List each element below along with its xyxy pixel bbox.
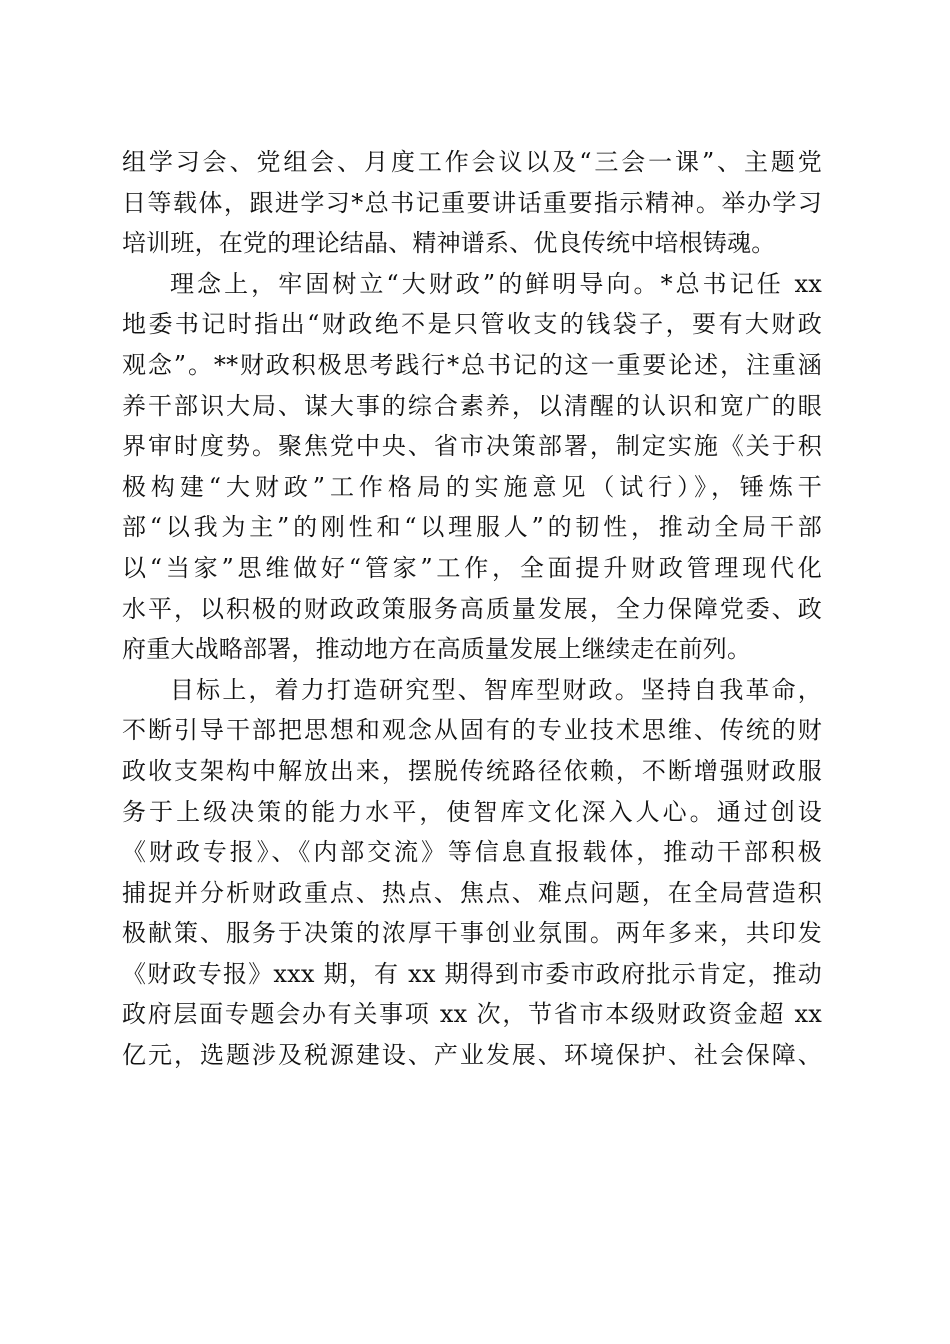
paragraph-2-line-5: 界审时度势。聚焦党中央、省市决策部署，制定实施《关于积	[122, 432, 822, 461]
paragraph-3-line-7: 极献策、服务于决策的浓厚干事创业氛围。两年多来，共印发	[122, 919, 822, 948]
paragraph-2-line-10: 府重大战略部署，推动地方在高质量发展上继续走在前列。	[122, 635, 752, 664]
paragraph-3-line-1: 目标上，着力打造研究型、智库型财政。坚持自我革命，	[170, 675, 822, 704]
paragraph-2-line-2: 地委书记时指出“财政绝不是只管收支的钱袋子，要有大财政	[122, 310, 822, 339]
paragraph-2-line-4: 养干部识大局、谋大事的综合素养，以清醒的认识和宽广的眼	[122, 391, 822, 420]
paragraph-1-line-1: 组学习会、党组会、月度工作会议以及“三会一课”、主题党	[122, 148, 822, 176]
paragraph-3-line-10: 亿元，选题涉及税源建设、产业发展、环境保护、社会保障、	[122, 1041, 822, 1070]
paragraph-3-line-4: 务于上级决策的能力水平，使智库文化深入人心。通过创设	[122, 797, 822, 826]
paragraph-1-line-3: 培训班，在党的理论结晶、精神谱系、优良传统中培根铸魂。	[122, 229, 776, 258]
document-body	[122, 142, 822, 1076]
paragraph-2-line-6: 极构建“大财政”工作格局的实施意见（试行）》，锤炼干	[122, 472, 822, 501]
paragraph-3-line-6: 捕捉并分析财政重点、热点、焦点、难点问题，在全局营造积	[122, 878, 822, 907]
paragraph-2-line-3: 观念”。**财政积极思考践行*总书记的这一重要论述，注重涵	[122, 350, 822, 379]
paragraph-2-line-7: 部“以我为主”的刚性和“以理服人”的韧性，推动全局干部	[122, 513, 822, 542]
paragraph-3-line-3: 政收支架构中解放出来，摆脱传统路径依赖，不断增强财政服	[122, 756, 822, 785]
paragraph-3-line-9: 政府层面专题会办有关事项 xx 次，节省市本级财政资金超 xx	[122, 1000, 822, 1029]
paragraph-3-line-8: 《财政专报》xxx 期，有 xx 期得到市委市政府批示肯定，推动	[122, 959, 822, 988]
paragraph-2-line-8: 以“当家”思维做好“管家”工作，全面提升财政管理现代化	[122, 553, 822, 582]
paragraph-2-line-1: 理念上，牢固树立“大财政”的鲜明导向。*总书记任 xx	[170, 269, 822, 298]
paragraph-1-line-2: 日等载体，跟进学习*总书记重要讲话重要指示精神。举办学习	[122, 188, 822, 217]
paragraph-3-line-5: 《财政专报》、《内部交流》等信息直报载体，推动干部积极	[122, 838, 822, 867]
paragraph-2-line-9: 水平，以积极的财政政策服务高质量发展，全力保障党委、政	[122, 594, 822, 623]
paragraph-3-line-2: 不断引导干部把思想和观念从固有的专业技术思维、传统的财	[122, 716, 822, 745]
